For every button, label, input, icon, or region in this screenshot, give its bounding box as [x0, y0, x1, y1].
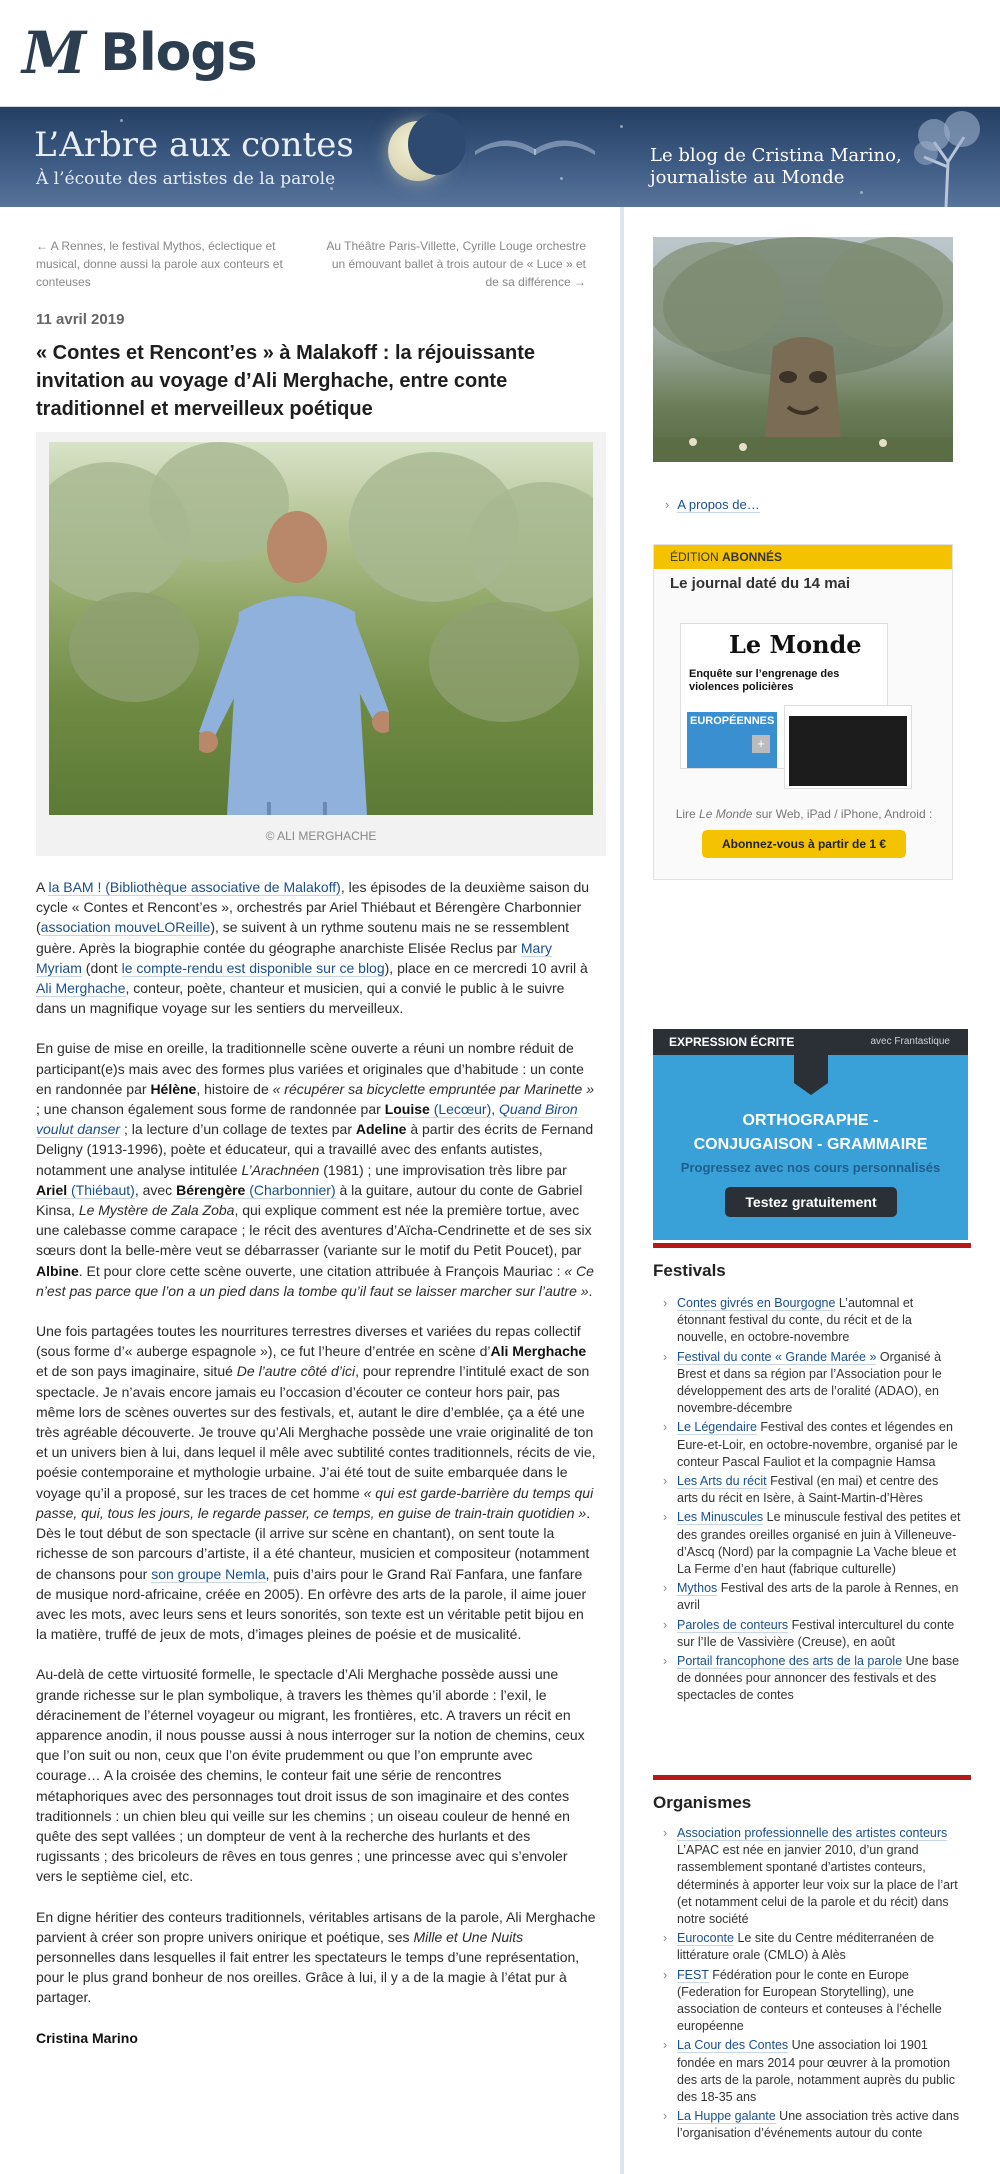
festival-item	[677, 1349, 962, 1418]
organisme-item-link[interactable]: La Huppe galante	[677, 2109, 776, 2124]
ad-subtitle: Progressez avec nos cours personnalisés	[680, 1160, 941, 1175]
link-groupe-nemla[interactable]: son groupe Nemla	[151, 1565, 266, 1582]
ad-header-sponsor: avec Frantastique	[870, 1036, 950, 1047]
read-le-monde-text: Lire Le Monde sur Web, iPad / iPhone, Android :	[675, 807, 933, 821]
newspaper-headline: Enquête sur l’engrenage des violences policières	[689, 668, 840, 693]
subscribe-button[interactable]: Abonnez-vous à partir de 1 €	[702, 830, 906, 858]
next-post-link[interactable]: Au Théâtre Paris-Villette, Cyrille Louge orchestre un émouvant ballet à trois autour de « Luce » et de sa différence →	[326, 239, 586, 289]
festival-item-description: Festival des arts de la parole à Rennes, en avril	[677, 1581, 959, 1613]
link-compte-rendu[interactable]: le compte-rendu est disponible sur ce blog	[121, 959, 385, 976]
paragraph-2: En guise de mise en oreille, la traditionnelle scène ouverte a réuni un nombre réduit de participant(e)s mais avec des formes plus variées et originales que d’habitude : un conte en randonnée par Hélène, histoire de « récupérer sa bicyclette empruntée par Marinette » ; une chanson également sous forme de randonnée par Louise (Lecœur), Quand Biron voulut danser ; la lecture d’un collage de textes par Adeline à partir des écrits de Fernand Deligny (1913-1996), poète et éducateur, qui a travaillé avec des enfants autistes, notamment une analyse intitulée L’Arachnéen (1981) ; une improvisation très libre par Ariel (Thiébaut), avec Bérengère (Charbonnier) à la guitare, autour du conte de Gabriel Kinsa, Le Mystère de Zala Zoba, qui explique comment est née la première tortue, avec une calebasse comme carapace ; le récit des aventures d’Aïcha-Cendrinette et de ses six sœurs dont la belle-mère veut se débarrasser (variante sur le motif du Petit Poucet), par Albine. Et pour clore cette scène ouverte, une citation attribuée à François Mauriac : « Ce n’est pas parce que l’on a un pied dans la tombe qu’il faut se laisser marcher sur l’autre ».	[36, 1040, 595, 1299]
festival-item	[677, 1509, 962, 1578]
organisme-item	[677, 2108, 962, 2142]
moon-shadow	[408, 113, 466, 175]
ad-try-free-button[interactable]: Testez gratuitement	[725, 1187, 897, 1217]
plus-icon[interactable]: +	[752, 735, 770, 753]
subscriber-edition-box	[653, 544, 953, 880]
about-link[interactable]	[665, 497, 760, 512]
organisme-item-description: Le site du Centre méditerranéen de littérature orale (CMLO) à Alès	[677, 1931, 935, 1963]
post-date: 11 avril 2019	[36, 311, 125, 328]
sidebar-tree-photo	[653, 237, 953, 462]
organisme-item	[677, 1930, 962, 1964]
organisme-item-link[interactable]: Euroconte	[677, 1931, 734, 1946]
paragraph-5: En digne héritier des conteurs traditionnels, véritables artisans de la parole, Ali Merghache parvient à créer son propre univers onirique et poétique, ses Mille et Une Nuits personnelles dans lesquelles il fait entrer les spectateurs le temps d’une représentation, pour le plus grand bonheur de nos oreilles. Grâce à lui, il y a de la magie à l’état pur à partager.	[36, 1908, 596, 2006]
pen-nib-icon	[794, 1055, 828, 1095]
column-divider	[620, 207, 624, 2174]
storyteller-figure	[199, 502, 389, 815]
tree-face-illustration	[653, 237, 953, 462]
link-berengere[interactable]: Bérengère (Charbonnier)	[176, 1181, 336, 1198]
festival-item-description: L’automnal et étonnant festival du conte, du récit et de la nouvelle, en octobre-novembre	[677, 1296, 914, 1345]
ad-title: ORTHOGRAPHE - CONJUGAISON - GRAMMAIRE	[693, 1112, 928, 1153]
post-title: « Contes et Rencont’es » à Malakoff : la réjouissante invitation au voyage d’Ali Merghache, entre conte traditionnel et merveilleux poétique	[36, 342, 536, 420]
festival-item-description: Une base de données pour annoncer des festivals et des spectacles de contes	[677, 1654, 960, 1703]
banner-tagline-line2: journaliste au Monde	[650, 167, 845, 188]
link-louise[interactable]: Louise (Lecœur)	[384, 1101, 492, 1118]
open-book-illustration	[470, 121, 600, 161]
festivals-heading: Festivals	[653, 1261, 726, 1280]
paragraph-4: Au-delà de cette virtuosité formelle, le spectacle d’Ali Merghache possède aussi une grande richesse sur le plan symbolique, à travers les thèmes qu’il aborde : l’exil, le déracinement de l’éternel voyageur ou migrant, les frontières, etc. A travers un récit en apparence anodin, il nous pousse aussi à nous interroger sur la notion de chemins, ceux que l’on suit ou non, ceux que l’on évite prudemment ou que l’on emprunte avec courage… A la croisée des chemins, le conteur fait une série de rencontres métaphoriques avec des personnages tout droit issus de son imaginaire et des contes traditionnels : un chien bleu qui veille sur les chemins ; un oiseau couleur de henné en quête des sept vallées ; un dompteur de vent à la recherche des hurlants et des rugissants ; des bricoleurs de rêves en tous genres ; une princesse avec qui s’envoler vers le septième ciel, etc.	[36, 1666, 585, 1885]
festival-item-link[interactable]: Festival du conte « Grande Marée »	[677, 1349, 877, 1364]
banner-subtitle: À l’écoute des artistes de la parole	[36, 169, 336, 189]
festival-item-link[interactable]: Mythos	[677, 1581, 718, 1596]
festival-item-link[interactable]: Le Légendaire	[677, 1420, 757, 1435]
organisme-item-description: Fédération pour le conte en Europe (Federation for European Storytelling), une association de conteurs et conteuses à l’échelle européenne	[677, 1967, 942, 2034]
le-monde-logo-mark: M	[22, 19, 87, 87]
post-figure	[36, 432, 606, 856]
organismes-divider	[653, 1775, 971, 1780]
festival-item-link[interactable]: Les Arts du récit	[677, 1474, 767, 1489]
festival-item-description: Festival des contes et légendes en Eure-et-Loir, en octobre-novembre, organisé par le conteur Pascal Fauliot et la compagnie Hamsa	[677, 1420, 958, 1469]
organisme-item-description: Une association très active dans l’organisation d’événements autour du conte	[677, 2109, 960, 2141]
festival-item-link[interactable]: Les Minuscules	[677, 1510, 764, 1525]
banner-tagline	[650, 145, 902, 189]
subscriber-edition-header: ÉDITION ABONNÉS	[654, 545, 952, 569]
link-bam-malakoff[interactable]: la BAM ! (Bibliothèque associative de Malakoff)	[48, 879, 341, 895]
chevron-right-icon: ›	[665, 497, 670, 512]
link-mouveloreille[interactable]: association mouveLOReille	[40, 919, 211, 936]
blogs-logo-text: Blogs	[100, 23, 257, 83]
author-signature: Cristina Marino	[36, 2029, 138, 2046]
banner-title: L’Arbre aux contes	[34, 125, 354, 165]
festival-item-description: Organisé à Brest et dans sa région par l’Association pour le développement des arts de l’oralité (ADAO), en novembre-décembre	[677, 1349, 942, 1416]
newspaper-masthead: Le Monde	[729, 630, 862, 659]
festival-item-link[interactable]: Contes givrés en Bourgogne	[677, 1296, 836, 1310]
festival-item-description: Festival interculturel du conte sur l’Ile de Vassivière (Creuse), en août	[677, 1617, 955, 1649]
photo-caption: © ALI MERGHACHE	[265, 829, 377, 843]
tree-illustration	[904, 107, 994, 207]
festival-item	[677, 1473, 962, 1507]
organisme-item	[677, 1967, 962, 2036]
organisme-item-link[interactable]: La Cour des Contes	[677, 2038, 789, 2053]
festival-item-link[interactable]: Portail francophone des arts de la parole	[677, 1654, 903, 1669]
festival-item	[677, 1295, 962, 1347]
magazine-cover[interactable]	[784, 705, 912, 789]
organisme-item-link[interactable]: FEST	[677, 1967, 709, 1982]
festivals-divider	[653, 1243, 971, 1248]
site-header	[0, 0, 1000, 107]
organismes-list	[677, 1825, 962, 2145]
previous-post-link[interactable]: ← A Rennes, le festival Mythos, éclectique et musical, donne aussi la parole aux conteurs et conteuses	[36, 239, 283, 289]
festival-item	[677, 1580, 962, 1614]
banner-tagline-line1: Le blog de Cristina Marino,	[650, 145, 902, 166]
paragraph-1: A la BAM ! (Bibliothèque associative de Malakoff), les épisodes de la deuxième saison du cycle « Contes et Rencont’es », orchestrés par Ariel Thiébaut et Bérengère Charbonnier (association mouveLOReille), se suivent à un rythme soutenu mais ne se ressemblent guère. Après la biographie contée du géographe anarchiste Elisée Reclus par Mary Myriam (dont le compte-rendu est disponible sur ce blog), place en ce mercredi 10 avril à Ali Merghache, conteur, poète, chanteur et musicien, qui a convié le public à le suivre dans un magnifique voyage sur les sentiers du merveilleux.	[36, 879, 590, 1017]
link-quand-biron[interactable]: Quand Biron voulut danser	[36, 1101, 578, 1138]
festivals-list	[677, 1295, 962, 1707]
newspaper-europeennes-block: EUROPÉENNES	[687, 712, 777, 768]
journal-date-title: Le journal daté du 14 mai	[670, 575, 851, 592]
paragraph-3: Une fois partagées toutes les nourritures terrestres diverses et variées du repas collectif (sous forme d’« auberge espagnole »), ce fut l’heure d’entrée en scène d’Ali Merghache et de son pays imaginaire, situé De l’autre côté d’ici, pour reprendre l’intitulé exact de son spectacle. Je n’avais encore jamais eu l’occasion d’écouter ce conteur hors pair, pas même lors de scènes ouvertes sur des festivals, et, autant le dire d’emblée, ça a été une très agréable découverte. Je trouve qu’Ali Merghache possède une vraie originalité de ton et un univers bien à lui, dans lequel il mêle avec subtilité contes traditionnels, récits de vie, poésie contemporaine et mythologie urbaine. J’ai été tout de suite embarquée dans le voyage qu’il a proposé, sur les traces de cet homme « qui est garde-barrière du temps qui passe, qui, tous les jours, le regarde passer, ce temps, en guise de train-train quotidien ». Dès le tout début de son spectacle (il arrive sur scène en chantant), on sent toute la richesse de son parcours d’artiste, il a été chanteur, musicien et compositeur (notamment de chansons pour son groupe Nemla, puis d’airs pour le Grand Raï Fanfara, une fanfare de musique nord-africaine, créée en 2005). En orfèvre des arts de la parole, il aime jouer avec les mots, avec leurs sens et leurs sonorités, son texte est un véritable petit bijou en la matière, truffé de jeux de mots, d’images pleines de poésie et de musicalité.	[36, 1323, 596, 1643]
organismes-heading: Organismes	[653, 1793, 752, 1812]
post-navigation	[36, 237, 586, 297]
festival-item	[677, 1617, 962, 1651]
organisme-item	[677, 1825, 962, 1928]
festival-item-description: Le minuscule festival des petites et des grandes oreilles organisé en juin à Villeneuve-d’Ascq (Nord) par la compagnie La Vache bleue et La Ferme d’en haut (fabrique culturelle)	[677, 1510, 961, 1577]
link-mary-myriam[interactable]: Mary Myriam	[36, 939, 552, 976]
expression-ecrite-ad[interactable]	[653, 1029, 968, 1240]
link-ariel[interactable]: Ariel (Thiébaut)	[36, 1181, 135, 1198]
blogs-logo[interactable]	[22, 18, 257, 88]
organisme-item-link[interactable]: Association professionnelle des artistes conteurs	[677, 1826, 948, 1840]
organisme-item	[677, 2037, 962, 2106]
festival-item	[677, 1653, 962, 1705]
post-photo	[49, 442, 593, 815]
festival-item-link[interactable]: Paroles de conteurs	[677, 1617, 789, 1632]
blog-banner[interactable]	[0, 107, 1000, 207]
magazine-photo	[789, 716, 907, 786]
ad-header: EXPRESSION ÉCRITE avec Frantastique	[653, 1029, 968, 1055]
festival-item	[677, 1419, 962, 1471]
about-link-label[interactable]: A propos de…	[677, 497, 760, 512]
post-body	[36, 877, 596, 2048]
festival-item-description: Festival (en mai) et centre des arts du récit en Isère, à Saint-Martin-d’Hères	[677, 1474, 939, 1506]
link-ali-merghache[interactable]: Ali Merghache	[36, 980, 126, 997]
organisme-item-description: Une association loi 1901 fondée en mars 2014 pour œuvrer à la promotion des arts de la parole, notamment auprès du public des 18-35 ans	[677, 2038, 955, 2105]
organisme-item-description: L’APAC est née en janvier 2010, d’un grand rassemblement spontané d’artistes conteurs, déterminés à apporter leur voix sur la place de l’art (et notamment celui de la parole et du récit) dans notre société	[677, 1843, 958, 1927]
